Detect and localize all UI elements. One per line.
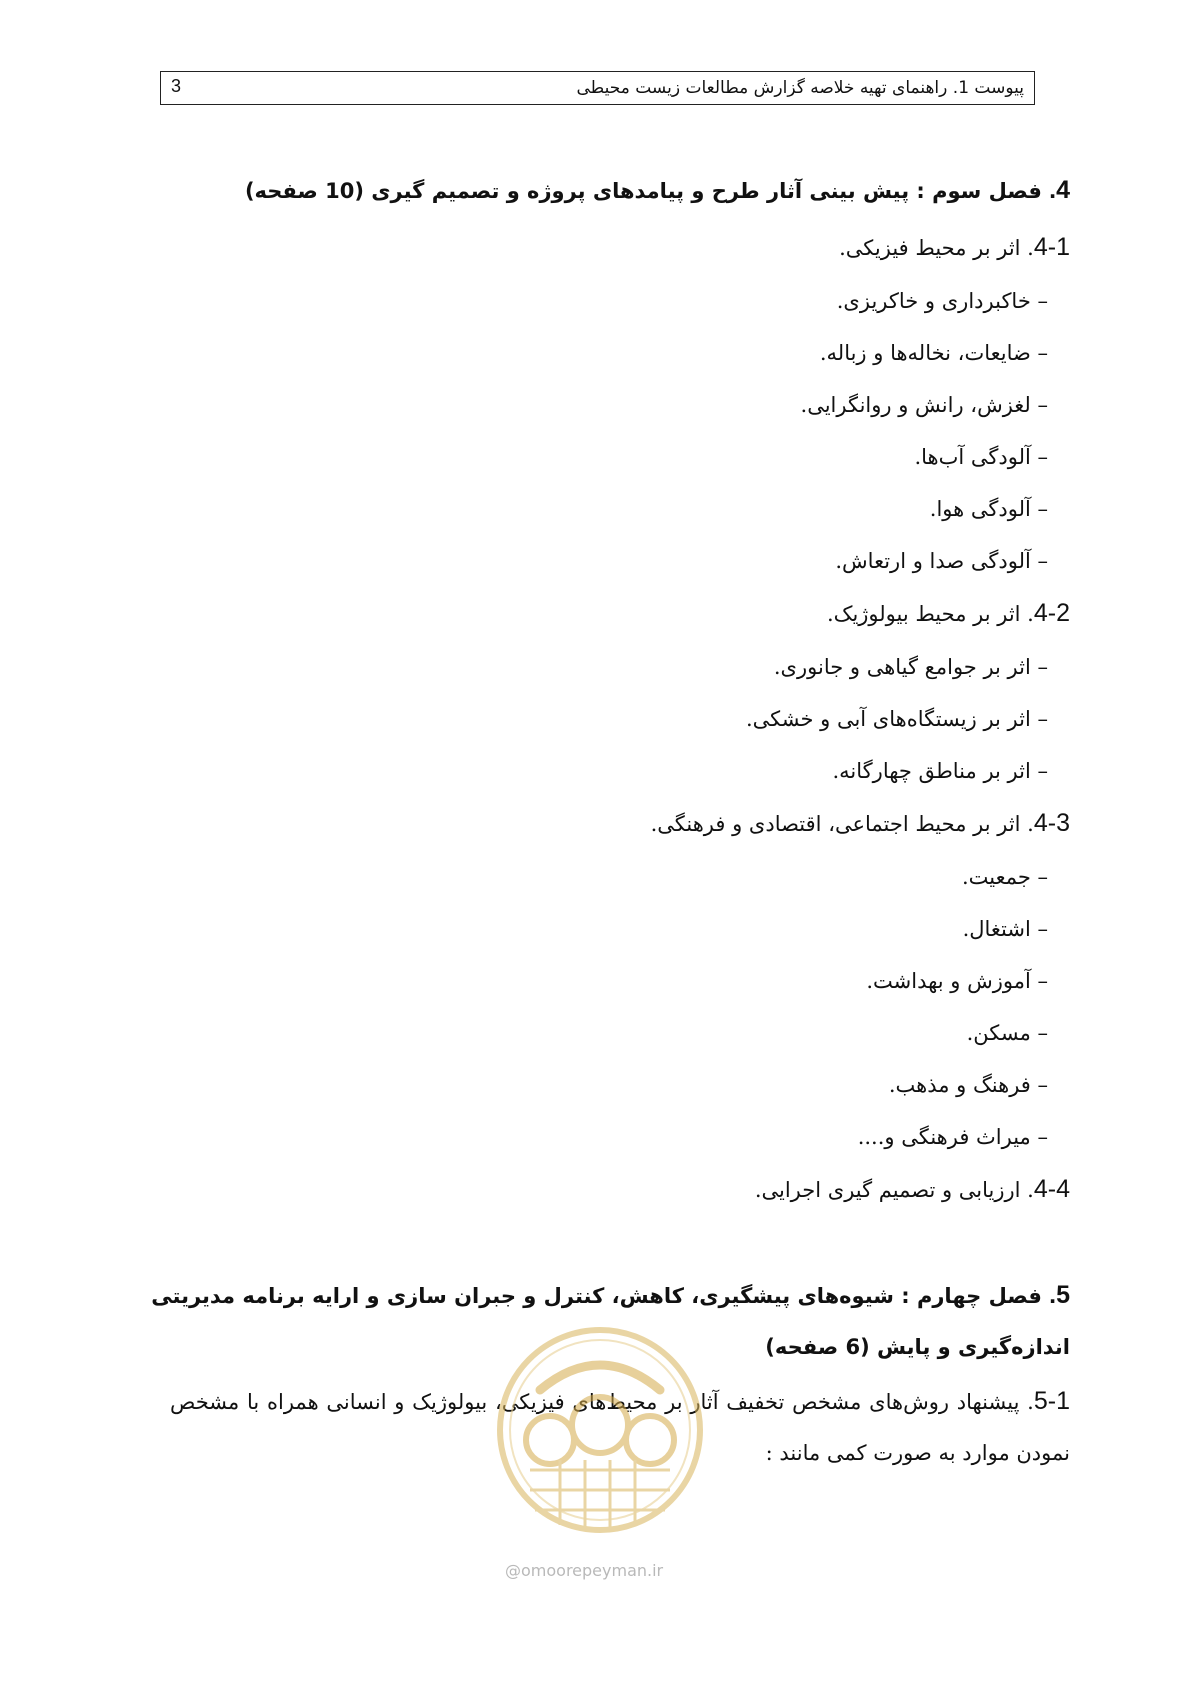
header-title: پیوست 1. راهنمای تهیه خلاصه گزارش مطالعات زیست محیطی [576,78,1024,98]
chapter-5-title-line2: اندازه‌گیری و پایش (6 صفحه) [765,1335,1070,1359]
section-4-1-title: . اثر بر محیط فیزیکی. [839,236,1034,260]
section-5-1-line1: . پیشنهاد روش‌های مشخص تخفیف آثار بر محیط‌های فیزیکی، بیولوژیک و انسانی همراه با مشخص [170,1390,1034,1414]
list-item: – آلودگی صدا و ارتعاش. [835,549,1048,573]
section-4-2-heading [827,598,1070,629]
list-item: – لغزش، رانش و روانگرایی. [800,393,1048,417]
chapter-5-title-line1: فصل چهارم : شیوه‌های پیشگیری، کاهش، کنترل و جبران سازی و ارایه برنامه مدیریتی [151,1284,1042,1308]
section-4-3-title: . اثر بر محیط اجتماعی، اقتصادی و فرهنگی. [650,812,1034,836]
list-item: – آلودگی هوا. [929,497,1048,521]
watermark-site: @omoorepeyman.ir [505,1561,664,1580]
list-item: – مسکن. [966,1021,1048,1045]
page-number: 3 [171,76,182,96]
section-4-4-heading [755,1174,1070,1205]
list-item: – ضایعات، نخاله‌ها و زباله. [819,341,1048,365]
section-4-4-number: 4-4 [1033,1175,1070,1203]
section-4-2-number: 4-2 [1033,599,1070,627]
section-4-3-heading [651,808,1070,839]
chapter-4-number: 4. [1049,176,1070,204]
chapter-5-number: 5. [1049,1281,1070,1309]
list-item: – اثر بر جوامع گیاهی و جانوری. [773,655,1048,679]
list-item: – خاکبرداری و خاکریزی. [836,289,1048,313]
list-item: – اشتغال. [962,917,1048,941]
section-4-4-title: . ارزیابی و تصمیم گیری اجرایی. [754,1178,1034,1202]
list-item: – اثر بر زیستگاه‌های آبی و خشکی. [745,707,1048,731]
list-item: – میراث فرهنگی و.... [857,1125,1048,1149]
list-item: – فرهنگ و مذهب. [888,1073,1048,1097]
section-5-1-number: 5-1 [1033,1387,1070,1415]
watermark-logo-icon [490,1320,710,1560]
chapter-4-heading [245,175,1070,206]
section-4-3-number: 4-3 [1033,809,1070,837]
list-item: – آلودگی آب‌ها. [914,445,1048,469]
section-4-1-number: 4-1 [1033,233,1070,261]
list-item: – اثر بر مناطق چهارگانه. [832,759,1048,783]
section-4-1-heading [839,232,1070,263]
list-item: – آموزش و بهداشت. [866,969,1048,993]
chapter-5-heading [151,1280,1070,1311]
section-4-2-title: . اثر بر محیط بیولوژیک. [826,602,1034,626]
chapter-4-title: فصل سوم : پیش بینی آثار طرح و پیامدهای پروژه و تصمیم گیری (10 صفحه) [244,179,1042,203]
list-item: – جمعیت. [961,865,1048,889]
section-5-1-line2: نمودن موارد به صورت کمی مانند : [765,1441,1070,1465]
